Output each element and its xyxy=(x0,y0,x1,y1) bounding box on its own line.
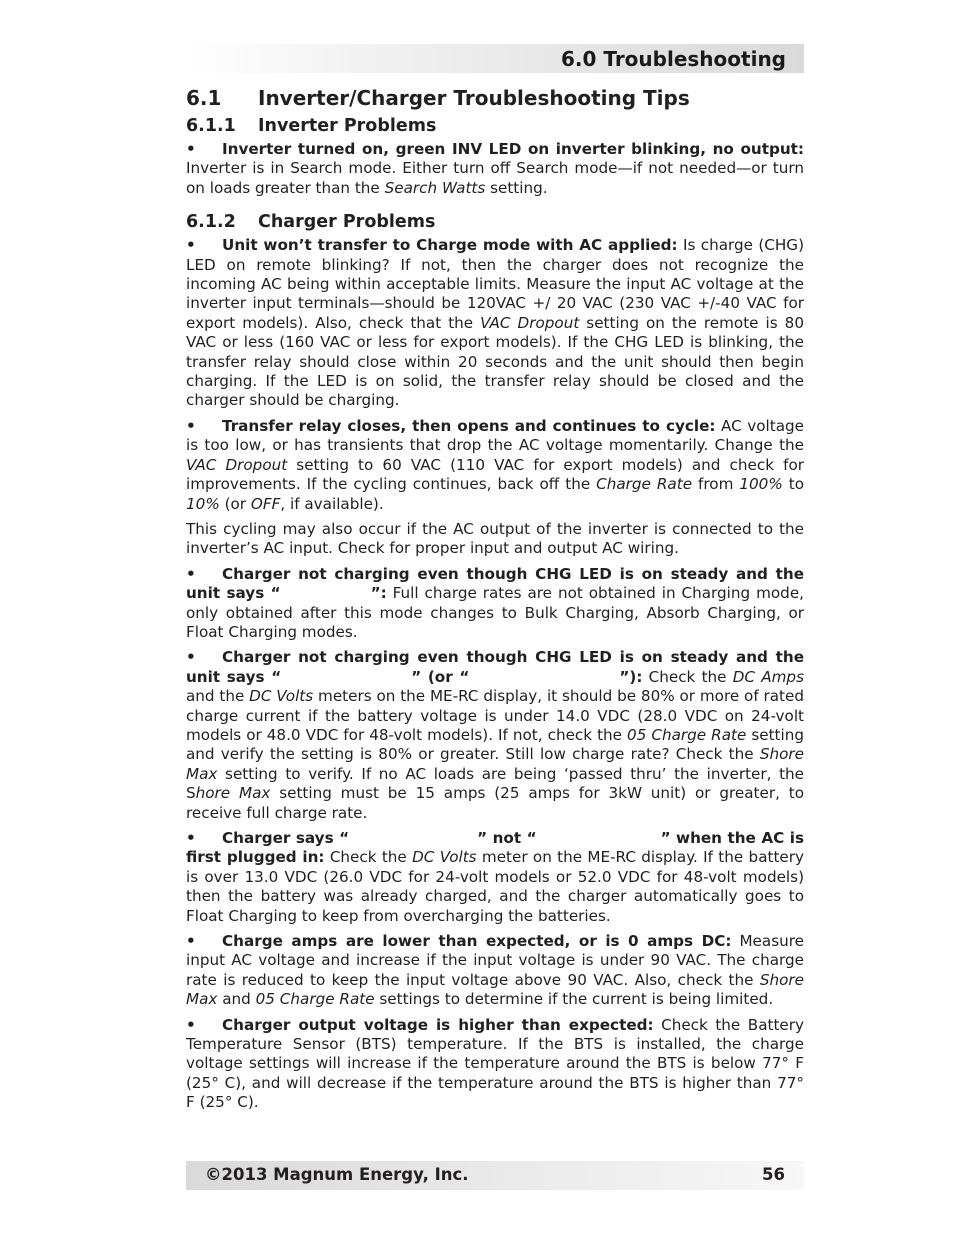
tip-not-charging-1: • Charger not charging even though CHG LED is on steady and the unit says “ ”: Full charge rates are not obtained in Charging mode, only obtained after this mode changes to Bulk Charging, Absorb Charging, or Float Charging modes. xyxy=(186,564,804,641)
tip-low-charge-amps: • Charge amps are lower than expected, or is 0 amps DC: Measure input AC voltage and increase if the input voltage is under 90 VAC. The charge rate is reduced to keep the input voltage above 90 VAC. Also, check the Shore Max and 05 Charge Rate settings to determine if the current is being limited. xyxy=(186,932,804,1009)
tip-not-charging-2: • Charger not charging even though CHG LED is on steady and the unit says “ ” (or “ ”): Check the DC Amps and the DC Volts meters on the ME-RC display, it should be 80% or more of rated charge current if the battery voltage is under 14.0 VDC (28.0 VDC on 24-volt models or 48.0 VDC for 48-volt models). If not, check the 05 Charge Rate setting and verify the setting is 80% or greater. Still low charge rate? Check the Shore Max setting to verify. If no AC loads are being ‘passed thru’ the inverter, the Shore Max setting must be 15 amps (25 amps for 3kW unit) or greater, to receive full charge rate. xyxy=(186,648,804,822)
bullet-icon: • xyxy=(186,416,196,435)
subsection-heading-inverter xyxy=(186,116,804,136)
bullet-icon: • xyxy=(186,648,196,667)
bullet-icon: • xyxy=(186,564,196,583)
bullet-icon: • xyxy=(186,1015,196,1034)
bullet-icon: • xyxy=(186,236,196,255)
tip-high-output-voltage: • Charger output voltage is higher than expected: Check the Battery Temperature Sensor (BTS) temperature. If the BTS is installed, the charge voltage settings will increase if the temperature around the BTS is below 77° F (25° C), and will decrease if the temperature around the BTS is higher than 77° F (25° C). xyxy=(186,1015,804,1112)
section-heading xyxy=(186,86,804,110)
bullet-icon: • xyxy=(186,932,196,951)
subsection-title: Charger Problems xyxy=(258,212,436,233)
tip-relay-cycle-note: This cycling may also occur if the AC output of the inverter is connected to the inverter’s AC input. Check for proper input and output AC wiring. xyxy=(186,519,804,558)
page-content xyxy=(186,86,804,1119)
subsection-number: 6.1.1 xyxy=(186,116,236,136)
tip-relay-cycle: • Transfer relay closes, then opens and continues to cycle: AC voltage is too low, or has transients that drop the AC voltage momentarily. Change the VAC Dropout setting to 60 VAC (110 VAC for export models) and check for improvements. If the cycling continues, back off the Charge Rate from 100% to 10% (or OFF, if available). xyxy=(186,416,804,513)
footer-band xyxy=(186,1161,804,1190)
section-title: Inverter/Charger Troubleshooting Tips xyxy=(258,86,690,110)
header-title: 6.0 Troubleshooting xyxy=(560,47,786,71)
section-number: 6.1 xyxy=(186,86,222,110)
bullet-icon: • xyxy=(186,829,196,847)
footer-copyright: ©2013 Magnum Energy, Inc. xyxy=(205,1165,469,1184)
tip-float-charging: • Charger says “ ” not “ ” when the AC is first plugged in: Check the DC Volts meter on the ME-RC display. If the battery is over 13.0 VDC (26.0 VDC for 24-volt models or 52.0 VDC for 48-volt models) then the battery was already charged, and the charger automatically goes to Float Charging to keep from overcharging the batteries. xyxy=(186,829,804,925)
header-band xyxy=(186,44,804,73)
tip-no-transfer: • Unit won’t transfer to Charge mode with AC applied: Is charge (CHG) LED on remote blinking? If not, then the charger does not recognize the incoming AC being within acceptable limits. Measure the input AC voltage at the inverter input terminals—should be 120VAC +/ 20 VAC (230 VAC +/-40 VAC for export models). Also, check that the VAC Dropout setting on the remote is 80 VAC or less (160 VAC or less for export models). If the CHG LED is blinking, the transfer relay should close within 20 seconds and the unit should then begin charging. If the LED is on solid, the transfer relay should be closed and the charger should be charging. xyxy=(186,236,804,410)
tip-inverter-no-output: • Inverter turned on, green INV LED on inverter blinking, no output: Inverter is in Search mode. Either turn off Search mode—if not needed—or turn on loads greater than the Search Watts setting. xyxy=(186,140,804,197)
subsection-title: Inverter Problems xyxy=(258,116,437,136)
bullet-icon: • xyxy=(186,140,196,158)
subsection-number: 6.1.2 xyxy=(186,212,236,233)
page-number: 56 xyxy=(762,1165,785,1184)
subsection-heading-charger xyxy=(186,212,804,232)
